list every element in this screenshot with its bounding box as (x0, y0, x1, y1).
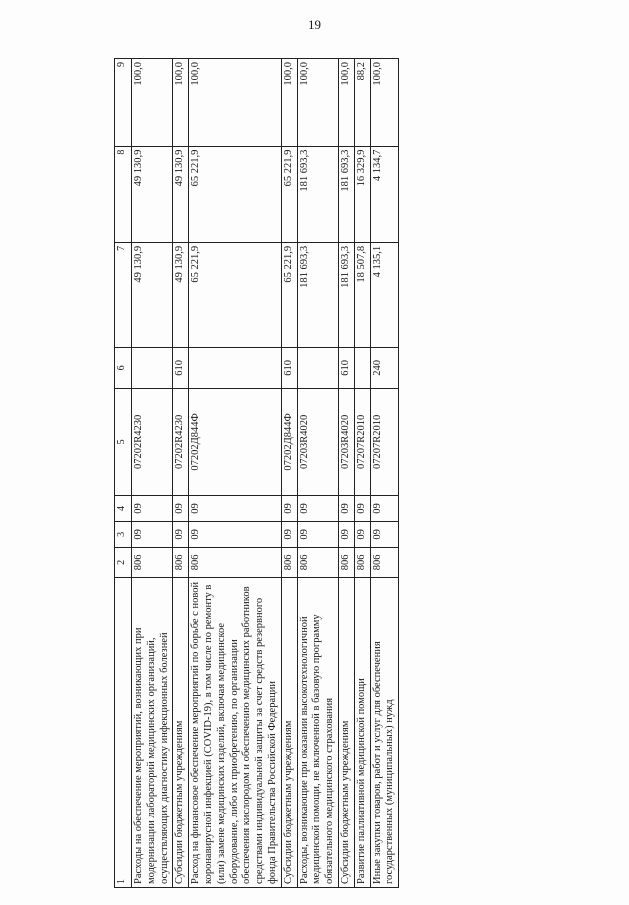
row-code: 806 (297, 547, 338, 577)
table-row (297, 59, 338, 888)
row-target-article: 07202R4230 (173, 388, 189, 495)
row-percent: 88,2 (354, 59, 370, 147)
row-plan: 4 135,1 (370, 242, 399, 347)
row-actual: 16 329,9 (354, 146, 370, 242)
header-cell: 4 (115, 496, 132, 522)
header-cell: 5 (115, 388, 132, 495)
row-section: 09 (370, 521, 399, 547)
row-description: Расходы, возникающие при оказании высокотехнологичной медицинской помощи, не включенной в базовую программу обязательного медицинского страхования (297, 577, 338, 887)
row-code: 806 (173, 547, 189, 577)
table-row (189, 59, 282, 888)
row-code: 806 (132, 547, 173, 577)
row-description: Субсидии бюджетным учреждениям (281, 577, 297, 887)
row-subsection: 09 (132, 496, 173, 522)
row-section: 09 (132, 521, 173, 547)
row-plan: 49 130,9 (132, 242, 173, 347)
row-plan: 18 507,8 (354, 242, 370, 347)
row-code: 806 (370, 547, 399, 577)
row-percent: 100,0 (132, 59, 173, 147)
header-cell: 3 (115, 521, 132, 547)
row-target-article: 07203R4020 (297, 388, 338, 495)
row-percent: 100,0 (338, 59, 354, 147)
row-plan: 65 221,9 (281, 242, 297, 347)
row-actual: 181 693,3 (338, 146, 354, 242)
row-expense-type (354, 348, 370, 389)
header-cell: 7 (115, 242, 132, 347)
row-plan: 181 693,3 (297, 242, 338, 347)
table-row (173, 59, 189, 888)
row-percent: 100,0 (370, 59, 399, 147)
row-description: Субсидии бюджетным учреждениям (338, 577, 354, 887)
header-cell: 9 (115, 59, 132, 147)
header-row (115, 59, 132, 888)
row-expense-type (132, 348, 173, 389)
row-plan: 181 693,3 (338, 242, 354, 347)
row-expense-type: 240 (370, 348, 399, 389)
row-section: 09 (354, 521, 370, 547)
row-actual: 65 221,9 (281, 146, 297, 242)
page-number: 19 (308, 17, 321, 32)
row-expense-type: 610 (173, 348, 189, 389)
row-actual: 49 130,9 (173, 146, 189, 242)
row-target-article: 07202R4230 (132, 388, 173, 495)
row-subsection: 09 (338, 496, 354, 522)
row-code: 806 (189, 547, 282, 577)
row-percent: 100,0 (189, 59, 282, 147)
row-plan: 49 130,9 (173, 242, 189, 347)
row-actual: 181 693,3 (297, 146, 338, 242)
row-target-article: 07207R2010 (354, 388, 370, 495)
row-percent: 100,0 (281, 59, 297, 147)
row-expense-type: 610 (281, 348, 297, 389)
row-code: 806 (281, 547, 297, 577)
row-expense-type: 610 (338, 348, 354, 389)
row-target-article: 07203R4020 (338, 388, 354, 495)
row-expense-type (297, 348, 338, 389)
row-target-article: 07202Д844Ф (281, 388, 297, 495)
row-description: Развитие паллиативной медицинской помощи (354, 577, 370, 887)
row-subsection: 09 (189, 496, 282, 522)
row-description: Субсидии бюджетным учреждениям (173, 577, 189, 887)
row-actual: 4 134,7 (370, 146, 399, 242)
row-description: Иные закупки товаров, работ и услуг для обеспечения государственных (муниципальных) нужд (370, 577, 399, 887)
row-target-article: 07202Д844Ф (189, 388, 282, 495)
row-actual: 49 130,9 (132, 146, 173, 242)
header-cell: 6 (115, 348, 132, 389)
table-row (354, 59, 370, 888)
row-subsection: 09 (370, 496, 399, 522)
row-percent: 100,0 (297, 59, 338, 147)
rotated-table-container (114, 58, 570, 888)
table-row (281, 59, 297, 888)
row-percent: 100,0 (173, 59, 189, 147)
table-row (132, 59, 173, 888)
row-section: 09 (297, 521, 338, 547)
row-target-article: 07207R2010 (370, 388, 399, 495)
row-actual: 65 221,9 (189, 146, 282, 242)
header-cell: 2 (115, 547, 132, 577)
row-description: Расходы на обеспечение мероприятий, возникающих при модернизации лабораторий медицинских организаций, осуществляющих диагностику инфекционных болезней (132, 577, 173, 887)
table-row (370, 59, 399, 888)
row-section: 09 (281, 521, 297, 547)
row-subsection: 09 (281, 496, 297, 522)
header-cell: 1 (115, 577, 132, 887)
row-section: 09 (189, 521, 282, 547)
row-section: 09 (173, 521, 189, 547)
row-code: 806 (338, 547, 354, 577)
row-section: 09 (338, 521, 354, 547)
row-plan: 65 221,9 (189, 242, 282, 347)
row-description: Расход на финансовое обеспечение мероприятий по борьбе с новой коронавирусной инфекцией (COVID-19), в том числе по ремонту в (или) замене медицинских изделий, включая медицинское оборудование, либо их приобретению, по организации обеспечения кислородом и обеспечению медицинских работников средствами индивидуальной защиты за счет средств резервного фонда Правительства Российской Федерации (189, 577, 282, 887)
header-cell: 8 (115, 146, 132, 242)
budget-table (114, 58, 399, 888)
row-subsection: 09 (297, 496, 338, 522)
row-subsection: 09 (173, 496, 189, 522)
row-subsection: 09 (354, 496, 370, 522)
row-code: 806 (354, 547, 370, 577)
row-expense-type (189, 348, 282, 389)
table-row (338, 59, 354, 888)
